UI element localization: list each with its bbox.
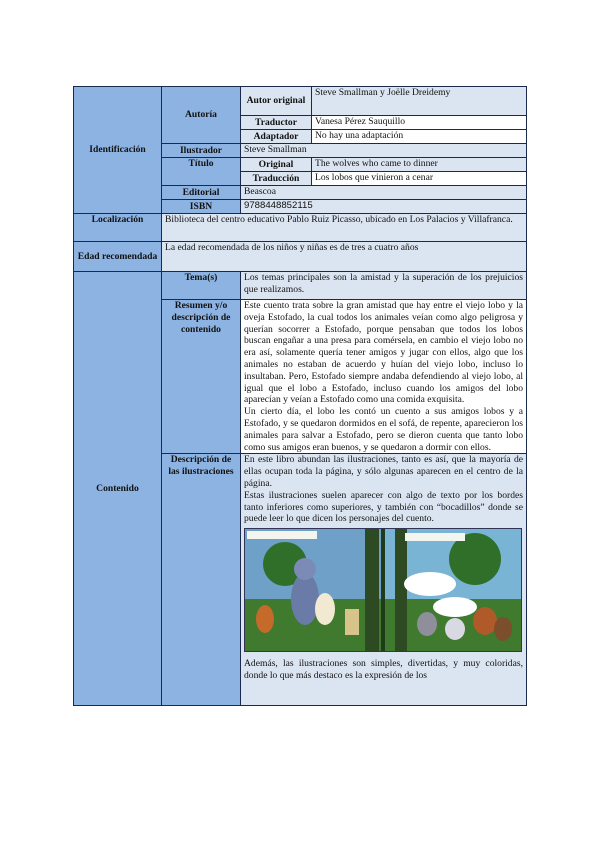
value-editorial: Beascoa (241, 186, 527, 200)
resumen-paragraph-1: Este cuento trata sobre la gran amistad que hay entre el viejo lobo y la oveja Estofado, la cual todos los animales veían como algo peligrosa y querían socorrer a Estofado, porque pensaban que todos los lobos buscan engañar a una presa para comérsela, en cambio el viejo lobo no era así, solamente quería tener amigos y jugar con ellos, algo que los animales no estaban de acuerdo y huían del viejo lobo, incluso lo insultaban. Pero, Estofado siempre andaba defendiendo al viejo lobo, al igual que el lobo a Estofado, incluso cuando los amigos del lobo aparecían y veían a Estofado como una comida exquisita. (244, 300, 523, 406)
value-titulo-traduccion: Los lobos que vinieron a cenar (312, 172, 527, 186)
value-edad: La edad recomendada de los niños y niñas es de tres a cuatro años (162, 242, 527, 272)
value-ilustrador: Steve Smallman (241, 144, 527, 158)
value-autor: Steve Smallman y Joëlle Dreidemy (312, 87, 527, 116)
label-ilustrador: Ilustrador (162, 144, 241, 158)
book-illustration (244, 528, 522, 652)
value-titulo-original: The wolves who came to dinner (312, 158, 527, 172)
value-traductor: Vanesa Pérez Sauquillo (312, 116, 527, 130)
value-descripcion (241, 454, 527, 706)
ilus-paragraph-3: Además, las ilustraciones son simples, divertidas, y muy coloridas, donde lo que más destaco es la expresión de los (244, 658, 523, 681)
value-isbn: 9788448852115 (241, 200, 527, 214)
label-traductor: Traductor (241, 116, 312, 130)
ilus-paragraph-2: Estas ilustraciones suelen aparecer con algo de texto por los bordes tanto inferiores como superiores, y también con “bocadillos” donde se puede leer lo que dicen los personajes del cuento. (244, 489, 523, 525)
value-localizacion: Biblioteca del centro educativo Pablo Ruiz Picasso, ubicado en Los Palacios y Villafranca. (162, 214, 527, 242)
label-traduccion: Traducción (241, 172, 312, 186)
value-resumen (241, 300, 527, 454)
label-editorial: Editorial (162, 186, 241, 200)
resumen-paragraph-2: Un cierto día, el lobo les contó un cuento a sus amigos lobos y a Estofado, y se quedaron dormidos en el sofá, de repente, aparecieron los animales para salvar a Estofado, pero se dieron cuenta que tanto lobo como sus amigos eran buenos, y se quedaron a dormir con ellos. (244, 406, 523, 453)
section-contenido: Contenido (74, 272, 162, 706)
value-adaptador: No hay una adaptación (312, 130, 527, 144)
ilus-paragraph-1: En este libro abundan las ilustraciones, tanto es así, que la mayoría de ellas ocupan toda la página, y sólo algunas aparecen en el centro de la página. (244, 454, 523, 489)
label-adaptador: Adaptador (241, 130, 312, 144)
label-resumen: Resumen y/o descripción de contenido (162, 300, 241, 454)
label-titulo: Título (162, 158, 241, 186)
section-localizacion: Localización (74, 214, 162, 242)
label-descripcion: Descripción de las ilustraciones (162, 454, 241, 706)
label-autoria: Autoría (162, 87, 241, 144)
book-record-table (73, 86, 527, 706)
value-temas: Los temas principales son la amistad y la superación de los prejuicios que realizamos. (241, 272, 527, 300)
section-edad: Edad recomendada (74, 242, 162, 272)
label-temas: Tema(s) (162, 272, 241, 300)
label-isbn: ISBN (162, 200, 241, 214)
label-original: Original (241, 158, 312, 172)
section-identificacion: Identificación (74, 87, 162, 214)
label-autor: Autor original (241, 87, 312, 116)
